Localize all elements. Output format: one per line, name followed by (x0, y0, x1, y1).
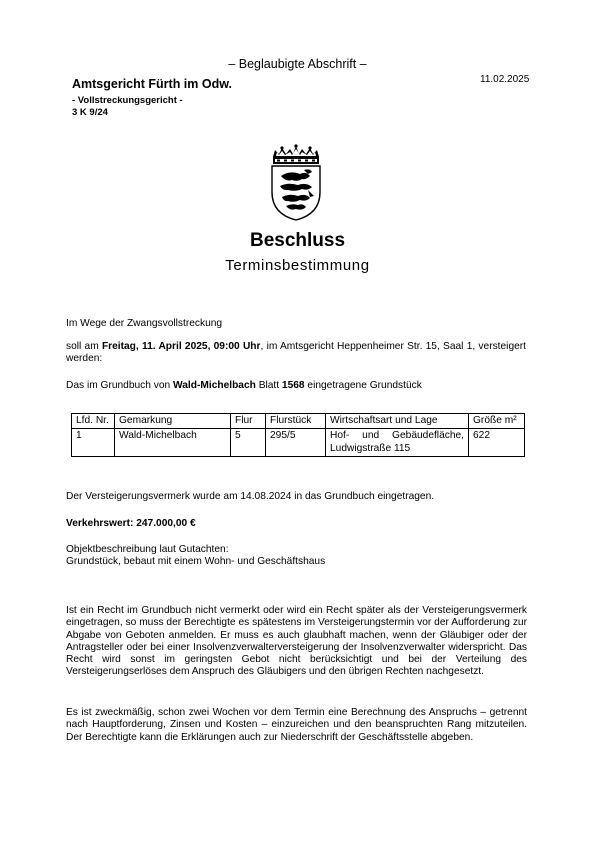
court-name: Amtsgericht Fürth im Odw. (72, 77, 232, 91)
document-date: 11.02.2025 (480, 74, 530, 85)
table-header-cell: Größe m² (469, 414, 525, 429)
document-subtitle: Terminsbestimmung (225, 257, 370, 274)
intro-text: Im Wege der Zwangsvollstreckung (66, 318, 223, 329)
auction-suffix: , im Amtsgericht Heppenheimer Str. 15, Saal 1, versteigert werden: (66, 341, 526, 365)
auction-datetime: Freitag, 11. April 2025, 09:00 Uhr (101, 341, 261, 352)
object-description-label: Objektbeschreibung laut Gutachten: (66, 544, 229, 555)
table-cell: 1 (72, 429, 115, 457)
document-title: Beschluss (249, 230, 346, 251)
table-cell: Hof- und Gebäudefläche, Ludwigstraße 115 (326, 429, 469, 457)
property-table (71, 413, 525, 457)
hesse-coat-of-arms-icon (268, 144, 324, 222)
register-prefix: Das im Grundbuch von (66, 380, 174, 391)
document-caption: – Beglaubigte Abschrift – (228, 57, 367, 71)
object-description: Grundstück, bebaut mit einem Wohn- und Geschäftshaus (66, 556, 326, 567)
register-suffix: eingetragene Grundstück (304, 380, 422, 391)
market-value: Verkehrswert: 247.000,00 € (66, 518, 196, 529)
register-paragraph (66, 380, 422, 392)
table-cell: Wald-Michelbach (115, 429, 231, 457)
table-header-row (72, 414, 525, 429)
table-header-cell: Flur (231, 414, 266, 429)
table-cell: 5 (231, 429, 266, 457)
register-place: Wald-Michelbach (173, 380, 256, 391)
register-mid: Blatt (255, 380, 282, 391)
auction-prefix: soll am (66, 341, 102, 352)
claim-calculation-paragraph: Es ist zweckmäßig, schon zwei Wochen vor dem Termin eine Berechnung des Anspruchs – getrennt nach Hauptforderung, Zinsen und Kosten – einzureichen und den beanspruchten Rang mitzuteilen. Der Berechtigte kann die Erklärungen auch zur Niederschrift der Geschäftsstelle abgeben. (66, 707, 527, 743)
table-row (72, 429, 525, 457)
rights-paragraph: Ist ein Recht im Grundbuch nicht vermerkt oder wird ein Recht später als der Versteigerungsvermerk eingetragen, so muss der Berechtigte es spätestens im Versteigerungstermin vor der Aufforderung zur Abgabe von Geboten anmelden. Er muss es auch glaubhaft machen, wenn der Gläubiger oder der Antragsteller oder bei einer Insolvenzverwalterversteigerung der Insolvenzverwalter widerspricht. Das Recht wird sonst im geringsten Gebot nicht berücksichtigt und bei der Verteilung des Versteigerungserlöses dem Anspruch des Gläubigers und den übrigen Rechten nachgesetzt. (66, 605, 527, 678)
case-number: 3 K 9/24 (72, 107, 108, 118)
table-header-cell: Lfd. Nr. (72, 414, 115, 429)
table-header-cell: Flurstück (266, 414, 326, 429)
court-department: - Vollstreckungsgericht - (72, 95, 183, 106)
register-sheet: 1568 (281, 380, 305, 391)
table-header-cell: Wirtschaftsart und Lage (326, 414, 469, 429)
table-cell: 295/5 (266, 429, 326, 457)
table-header-cell: Gemarkung (115, 414, 231, 429)
auction-date-paragraph (66, 341, 526, 366)
registration-note: Der Versteigerungsvermerk wurde am 14.08.2024 in das Grundbuch eingetragen. (66, 491, 435, 502)
table-cell: 622 (469, 429, 525, 457)
